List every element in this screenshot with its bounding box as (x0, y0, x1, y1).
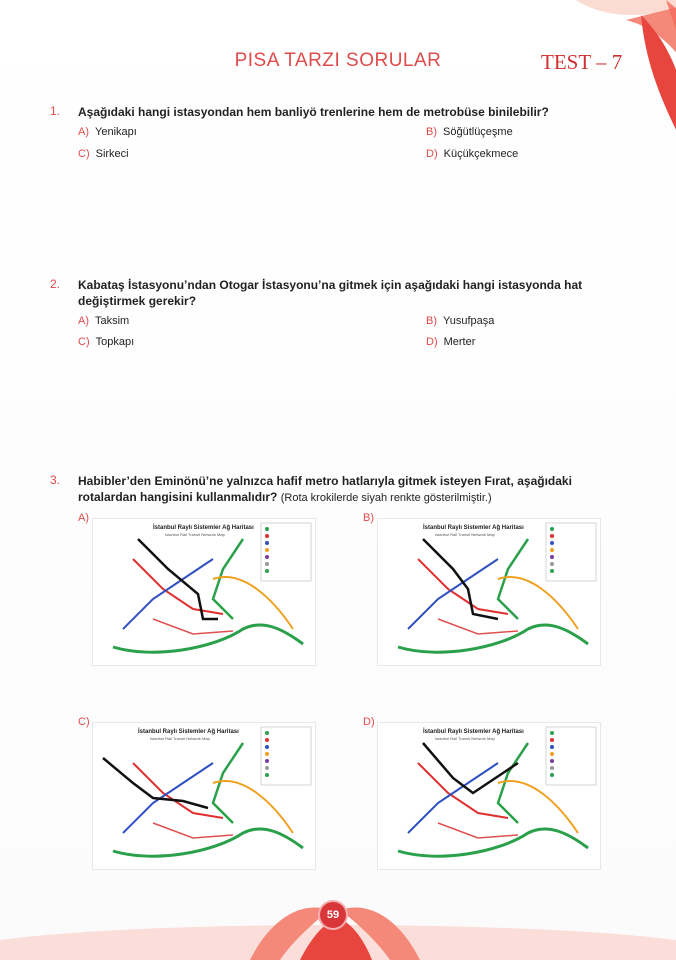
option-text: Topkapı (95, 336, 135, 348)
map-title: İstanbul Raylı Sistemler Ağ Haritası (423, 729, 524, 735)
option-b[interactable] (426, 315, 494, 327)
option-a[interactable] (78, 315, 129, 327)
rail-map-graphic (93, 723, 315, 869)
option-text: Yenikapı (95, 126, 137, 138)
option-text: Merter (443, 336, 476, 348)
option-text: Küçükçekmece (443, 148, 519, 160)
option-text: Söğütlüçeşme (443, 126, 513, 138)
question-number: 2. (50, 277, 61, 291)
page-number: 59 (320, 902, 346, 928)
question-text (78, 473, 618, 506)
map-title: İstanbul Raylı Sistemler Ağ Haritası (153, 525, 254, 531)
question-number: 1. (50, 104, 61, 118)
option-d[interactable] (426, 148, 518, 160)
option-letter: B) (426, 126, 437, 138)
question-note: (Rota krokilerde siyah renkte gösterilmiştir.) (280, 492, 492, 504)
rail-map-graphic (378, 723, 600, 869)
rail-map-graphic (93, 519, 315, 665)
option-c[interactable] (78, 148, 129, 160)
map-option-d-letter: D) (363, 716, 375, 728)
map-subtitle: Istanbul Rail Transit Network Map (150, 736, 210, 741)
option-letter: D) (426, 148, 438, 160)
map-option-a-letter: A) (78, 512, 89, 524)
option-letter: A) (78, 315, 89, 327)
test-label: TEST – 7 (541, 50, 623, 74)
rail-map-option-d[interactable] (377, 722, 601, 870)
option-letter: C) (78, 336, 90, 348)
map-title: İstanbul Raylı Sistemler Ağ Haritası (423, 525, 524, 531)
option-d[interactable] (426, 336, 475, 348)
question-text: Kabataş İstasyonu’ndan Otogar İstasyonu’na gitmek için aşağıdaki hangi istasyonda hat değiştirmek gerekir? (78, 278, 583, 308)
question-2 (50, 277, 620, 357)
question-text: Aşağıdaki hangi istasyondan hem banliyö trenlerine hem de metrobüse binilebilir? (78, 105, 549, 119)
rail-map-option-b[interactable] (377, 518, 601, 666)
question-1 (50, 104, 620, 164)
map-subtitle: Istanbul Rail Transit Network Map (165, 532, 225, 537)
question-number: 3. (50, 473, 61, 487)
rail-map-graphic (378, 519, 600, 665)
option-text: Yusufpaşa (443, 315, 495, 327)
option-text: Sirkeci (95, 148, 129, 160)
question-3 (50, 473, 620, 513)
map-subtitle: Istanbul Rail Transit Network Map (435, 736, 495, 741)
page-title: PISA TARZI SORULAR (234, 50, 442, 71)
map-title: İstanbul Raylı Sistemler Ağ Haritası (138, 729, 239, 735)
option-text: Taksim (95, 315, 130, 327)
option-a[interactable] (78, 126, 137, 138)
option-b[interactable] (426, 126, 513, 138)
option-letter: A) (78, 126, 89, 138)
rail-map-option-a[interactable] (92, 518, 316, 666)
option-letter: D) (426, 336, 438, 348)
question-text-main: Habibler’den Eminönü’ne yalnızca hafif metro hatlarıyla gitmek isteyen Fırat, aşağıdaki rotalardan hangisini kullanmalıdır? (78, 474, 572, 504)
map-option-b-letter: B) (363, 512, 374, 524)
map-option-c-letter: C) (78, 716, 90, 728)
map-subtitle: Istanbul Rail Transit Network Map (435, 532, 495, 537)
option-c[interactable] (78, 336, 134, 348)
option-letter: B) (426, 315, 437, 327)
rail-map-option-c[interactable] (92, 722, 316, 870)
option-letter: C) (78, 148, 90, 160)
